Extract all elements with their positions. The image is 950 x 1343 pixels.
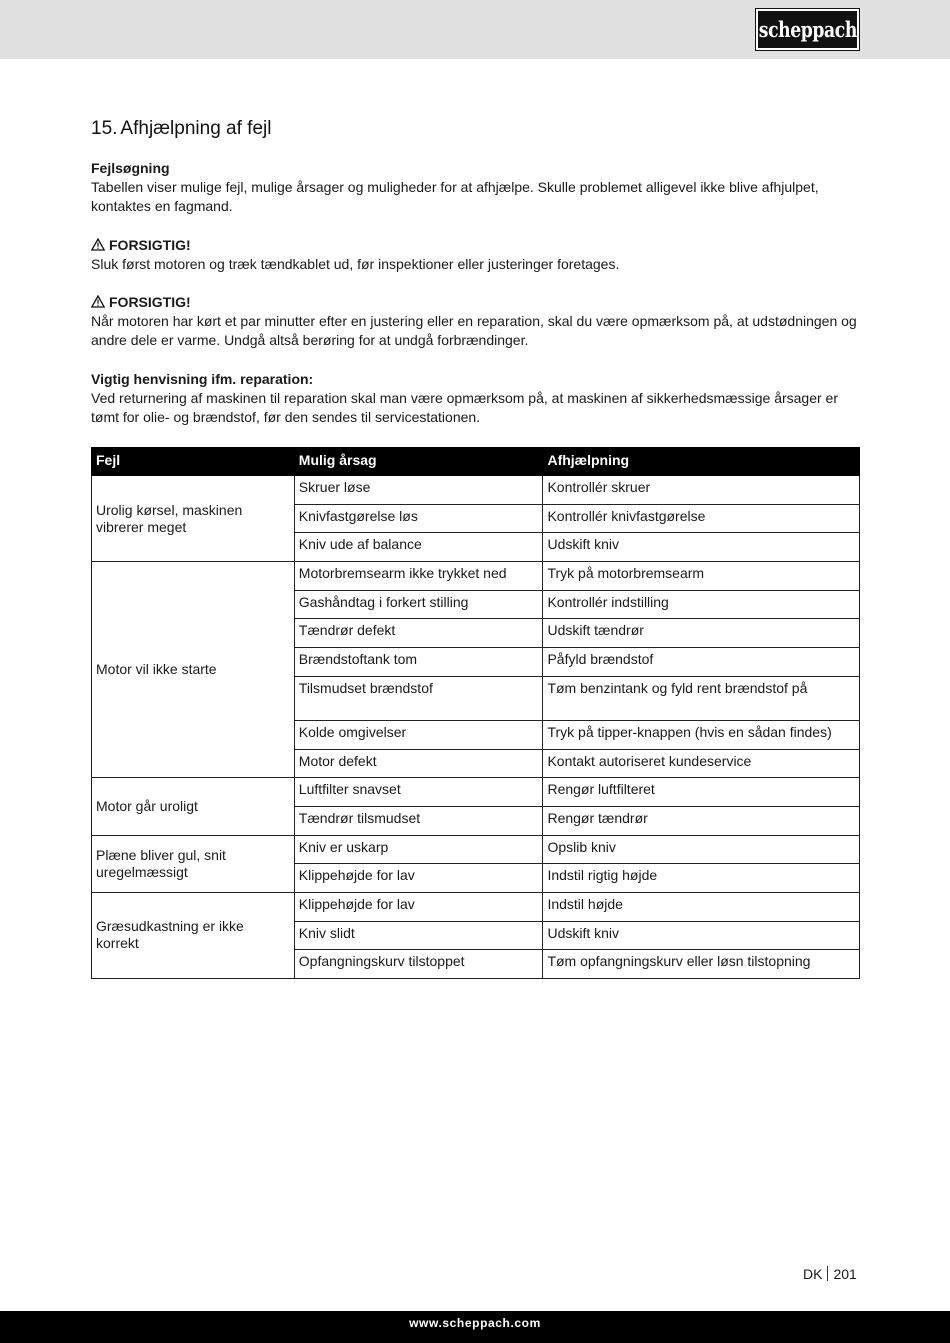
cause-cell: Kolde omgivelser [294,720,543,749]
table-row [92,892,860,921]
remedy-cell: Kontakt autoriseret kundeservice [543,749,860,778]
cause-cell: Klippehøjde for lav [294,892,543,921]
cause-cell: Tændrør defekt [294,619,543,648]
fault-cell: Urolig kørsel, maskinen vibrerer meget [92,476,295,562]
cause-cell: Skruer løse [294,476,543,505]
table-row [92,778,860,807]
cause-cell: Opfangningskurv tilstoppet [294,950,543,979]
troubleshooting-text: Tabellen viser mulige fejl, mulige årsager og muligheder for at afhjælpe. Skulle problemet alligevel ikke blive afhjulpet, kontaktes en fagmand. [91,179,819,215]
section-number: 15. [91,118,118,139]
warning-triangle-icon [91,295,105,308]
remedy-cell: Tøm benzintank og fyld rent brændstof på [543,676,860,720]
remedy-cell: Påfyld brændstof [543,648,860,677]
cause-cell: Kniv slidt [294,921,543,950]
remedy-cell: Udskift tændrør [543,619,860,648]
warning-label-2: FORSIGTIG! [109,294,191,311]
section-title-text: Afhjælpning af fejl [120,118,272,139]
cause-cell: Knivfastgørelse løs [294,504,543,533]
page-separator [827,1266,828,1281]
remedy-cell: Tryk på motorbremsearm [543,562,860,591]
header-remedy: Afhjælpning [543,448,860,476]
warning-block-1 [91,236,861,274]
warning-text-2: Når motoren har kørt et par minutter efter en justering eller en reparation, skal du være opmærksom på, at udstødningen og andre dele er varme. Undgå altså berøring for at undgå forbrændinger. [91,313,857,349]
cause-cell: Tilsmudset brændstof [294,676,543,720]
warning-text-1: Sluk først motoren og træk tændkablet ud, før inspektioner eller justeringer foretages. [91,255,620,272]
table-row [92,835,860,864]
repair-note-text: Ved returnering af maskinen til reparation skal man være opmærksom på, at maskinen af sikkerhedsmæssige årsager er tømt for olie- og brændstof, før den sendes til servicestationen. [91,389,838,426]
header-cause: Mulig årsag [294,448,543,476]
header-fault: Fejl [92,448,295,476]
troubleshooting-block [91,159,861,217]
fault-cell: Motor vil ikke starte [92,562,295,778]
cause-cell: Luftfilter snavset [294,778,543,807]
remedy-cell: Udskift kniv [543,921,860,950]
remedy-cell: Kontrollér skruer [543,476,860,505]
remedy-cell: Kontrollér indstilling [543,590,860,619]
remedy-cell: Tøm opfangningskurv eller løsn tilstopning [543,950,860,979]
cause-cell: Kniv er uskarp [294,835,543,864]
fault-cell: Græsudkastning er ikke korrekt [92,892,295,978]
remedy-cell: Kontrollér knivfastgørelse [543,504,860,533]
remedy-cell: Indstil højde [543,892,860,921]
page-number [803,1265,857,1283]
cause-cell: Klippehøjde for lav [294,864,543,893]
remedy-cell: Tryk på tipper-knappen (hvis en sådan findes) [543,720,860,749]
logo-text: scheppach [758,17,857,42]
cause-cell: Gashåndtag i forkert stilling [294,590,543,619]
remedy-cell: Opslib kniv [543,835,860,864]
troubleshooting-table [91,447,860,979]
warning-triangle-icon [91,238,105,251]
page-lang: DK [803,1266,823,1282]
table-row [92,476,860,505]
cause-cell: Motorbremsearm ikke trykket ned [294,562,543,591]
remedy-cell: Indstil rigtig højde [543,864,860,893]
remedy-cell: Rengør luftfilteret [543,778,860,807]
fault-cell: Plæne bliver gul, snit uregelmæssigt [92,835,295,892]
remedy-cell: Udskift kniv [543,533,860,562]
table-header-row [92,448,860,476]
table-row [92,562,860,591]
header-band [0,0,950,59]
warning-block-2 [91,293,861,351]
section-title [91,116,861,141]
cause-cell: Brændstoftank tom [294,648,543,677]
repair-note-heading: Vigtig henvisning ifm. reparation: [91,370,314,387]
page-number-value: 201 [833,1266,857,1282]
cause-cell: Kniv ude af balance [294,533,543,562]
fault-cell: Motor går uroligt [92,778,295,835]
repair-note-block [91,370,861,428]
warning-label-1: FORSIGTIG! [109,236,191,253]
footer-url: www.scheppach.com [409,1316,541,1330]
document-body [91,116,861,427]
scheppach-logo [756,9,859,50]
cause-cell: Tændrør tilsmudset [294,806,543,835]
cause-cell: Motor defekt [294,749,543,778]
troubleshooting-heading: Fejlsøgning [91,160,170,176]
footer-band [0,1311,950,1343]
remedy-cell: Rengør tændrør [543,806,860,835]
